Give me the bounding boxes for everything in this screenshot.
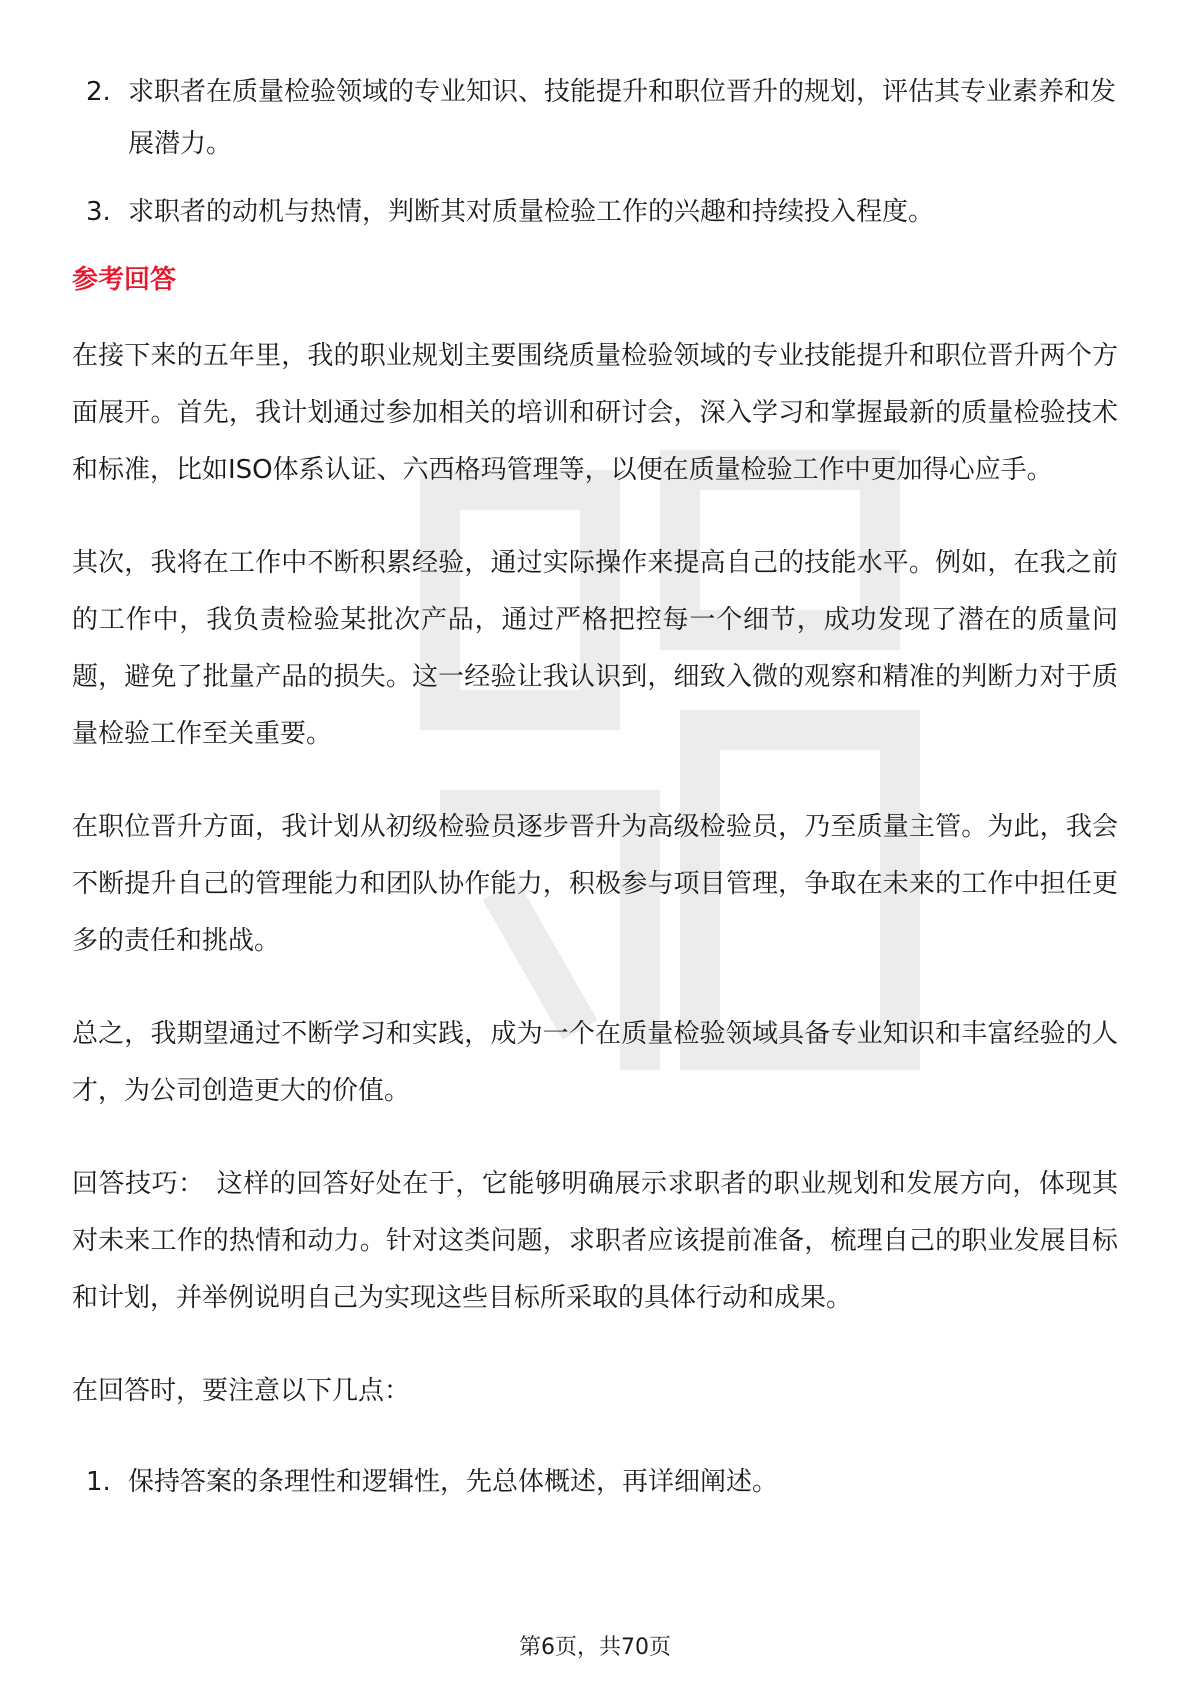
list-text: 保持答案的条理性和逻辑性，先总体概述，再详细阐述。: [128, 1467, 779, 1497]
list-item: [72, 66, 1118, 170]
bottom-list: [72, 1456, 1118, 1508]
top-list: [72, 66, 1118, 238]
notes-intro: 在回答时，要注意以下几点：: [72, 1376, 411, 1406]
list-number: 1.: [86, 1467, 111, 1497]
tips-text: 这样的回答好处在于，它能够明确展示求职者的职业规划和发展方向，体现其对未来工作的热情和动力。针对这类问题，求职者应该提前准备，梳理自己的职业发展目标和计划，并举例说明自己为实现这些目标所采取的具体行动和成果。: [72, 1169, 1118, 1313]
list-item: [72, 186, 1118, 238]
list-number: 2.: [86, 77, 111, 107]
list-item: [72, 1456, 1118, 1508]
page-content: [72, 66, 1118, 1524]
tips-label: 回答技巧：: [72, 1169, 205, 1199]
page-footer: 第6页，共70页: [519, 1635, 671, 1660]
section-heading: 参考回答: [72, 265, 177, 295]
list-text: 求职者在质量检验领域的专业知识、技能提升和职位晋升的规划，评估其专业素养和发展潜力。: [128, 77, 1117, 159]
list-text: 求职者的动机与热情，判断其对质量检验工作的兴趣和持续投入程度。: [128, 197, 935, 227]
list-number: 3.: [86, 197, 111, 227]
answer-paragraph: 在职位晋升方面，我计划从初级检验员逐步晋升为高级检验员，乃至质量主管。为此，我会不断提升自己的管理能力和团队协作能力，积极参与项目管理，争取在未来的工作中担任更多的责任和挑战。: [72, 812, 1118, 956]
answer-paragraph: 总之，我期望通过不断学习和实践，成为一个在质量检验领域具备专业知识和丰富经验的人才，为公司创造更大的价值。: [72, 1019, 1118, 1106]
answer-paragraph: 其次，我将在工作中不断积累经验，通过实际操作来提高自己的技能水平。例如，在我之前的工作中，我负责检验某批次产品，通过严格把控每一个细节，成功发现了潜在的质量问题，避免了批量产品的损失。这一经验让我认识到，细致入微的观察和精准的判断力对于质量检验工作至关重要。: [72, 548, 1118, 749]
answer-paragraph: 在接下来的五年里，我的职业规划主要围绕质量检验领域的专业技能提升和职位晋升两个方面展开。首先，我计划通过参加相关的培训和研讨会，深入学习和掌握最新的质量检验技术和标准，比如ISO体系认证、六西格玛管理等，以便在质量检验工作中更加得心应手。: [72, 341, 1118, 485]
tips-paragraph: [72, 1156, 1118, 1327]
